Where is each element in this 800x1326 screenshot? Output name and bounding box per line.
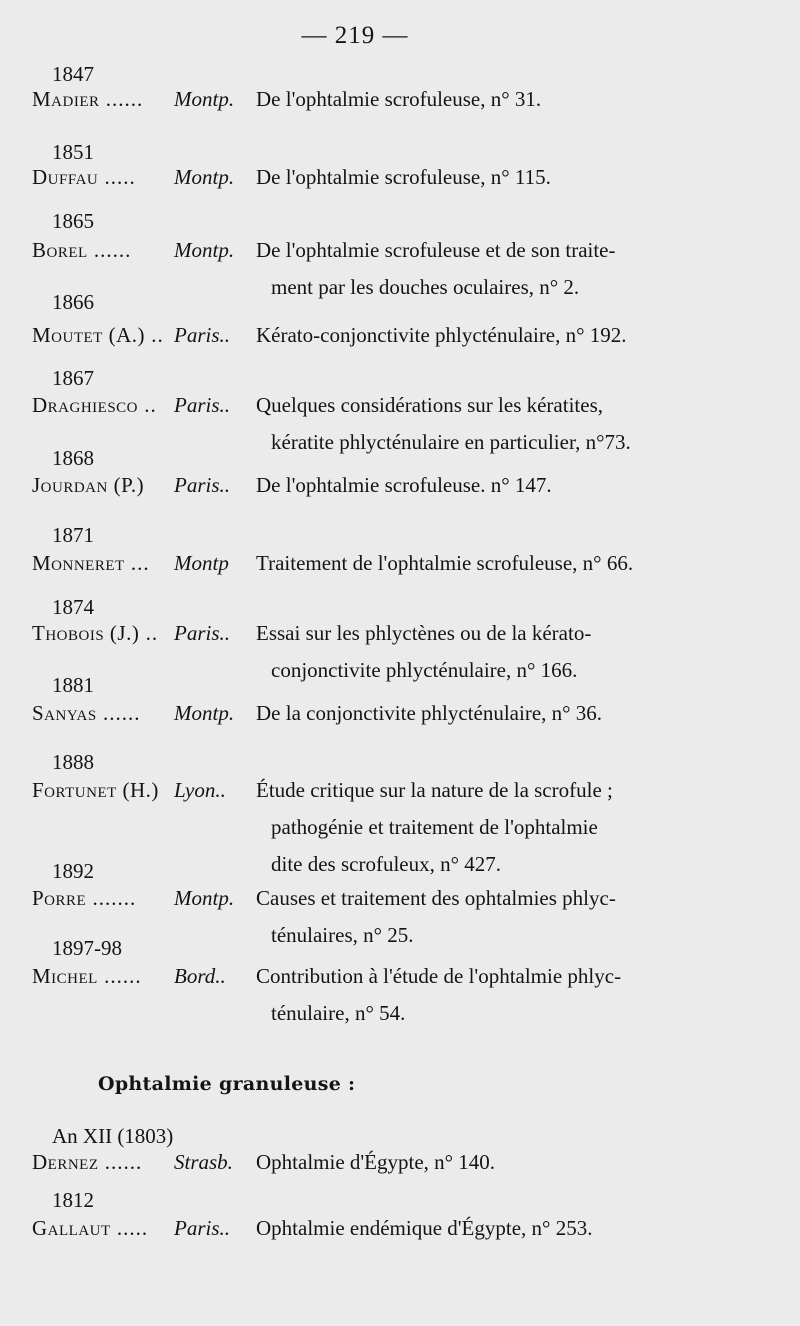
entry-title-line: kératite phlycténulaire en particulier, n°73.: [271, 430, 631, 454]
entry-year: 1892: [52, 859, 94, 883]
entry-place: Montp: [174, 551, 229, 575]
entry-place: Paris..: [174, 393, 231, 417]
entry-year: 1868: [52, 446, 94, 470]
entry-title-line: ténulaire, n° 54.: [271, 1001, 406, 1025]
entry-year: An XII (1803): [52, 1124, 174, 1148]
entry-title: [256, 467, 676, 504]
entry-author: Draghiesco ..: [32, 393, 157, 417]
entry-author: Michel ......: [32, 964, 142, 988]
entry-author: Porre .......: [32, 886, 137, 910]
entry-year: 1847: [52, 62, 94, 86]
entry-year: 1874: [52, 595, 94, 619]
entry-year: 1881: [52, 673, 94, 697]
entry-title-line: Ophtalmie endémique d'Égypte, n° 253.: [256, 1216, 593, 1240]
entry-title-line: ment par les douches oculaires, n° 2.: [271, 275, 580, 299]
entry-title-line: Étude critique sur la nature de la scrofule ;: [256, 778, 613, 802]
page-number: — 219 —: [301, 22, 409, 49]
entry-place: Montp.: [174, 886, 235, 910]
entry-title: [256, 159, 676, 196]
entry-author: Sanyas ......: [32, 701, 141, 725]
entry-author: Madier ......: [32, 87, 144, 111]
entry-author: Jourdan (P.): [32, 473, 145, 497]
entry-title: [256, 772, 676, 883]
entry-author: Duffau .....: [32, 165, 136, 189]
entry-title-line: Contribution à l'étude de l'ophtalmie phlyc-: [256, 964, 622, 988]
entry-place: Paris..: [174, 473, 231, 497]
entry-title: [256, 958, 676, 1032]
entry-year: 1888: [52, 750, 94, 774]
entry-title-line: De l'ophtalmie scrofuleuse. n° 147.: [256, 473, 552, 497]
entry-title-line: Quelques considérations sur les kératites,: [256, 393, 603, 417]
entry-title-line: Essai sur les phlyctènes ou de la kérato-: [256, 621, 592, 645]
entry-author: Thobois (J.) ..: [32, 621, 159, 645]
entry-place: Strasb.: [174, 1150, 233, 1174]
entry-year: 1865: [52, 209, 94, 233]
entry-title-line: De l'ophtalmie scrofuleuse, n° 115.: [256, 165, 551, 189]
entry-title: [256, 232, 676, 306]
entry-title-line: pathogénie et traitement de l'ophtalmie: [271, 815, 598, 839]
entry-title: [256, 81, 676, 118]
entry-title: [256, 317, 676, 354]
entry-title-line: Causes et traitement des ophtalmies phlyc-: [256, 886, 616, 910]
entry-title: [256, 880, 676, 954]
entry-place: Paris..: [174, 621, 231, 645]
entry-place: Paris..: [174, 1216, 231, 1240]
entry-title: [256, 615, 676, 689]
entry-year: 1851: [52, 140, 94, 164]
entry-year: 1866: [52, 290, 94, 314]
entry-title: [256, 1144, 676, 1181]
entry-place: Montp.: [174, 238, 235, 262]
entry-author: Dernez ......: [32, 1150, 143, 1174]
entry-place: Montp.: [174, 165, 235, 189]
section-heading: Ophtalmie granuleuse :: [98, 1073, 356, 1095]
entry-year: 1871: [52, 523, 94, 547]
entry-place: Montp.: [174, 87, 235, 111]
entry-title-line: Kérato-conjonctivite phlycténulaire, n° 192.: [256, 323, 627, 347]
entry-title-line: Ophtalmie d'Égypte, n° 140.: [256, 1150, 496, 1174]
entry-place: Bord..: [174, 964, 226, 988]
entry-author: Borel ......: [32, 238, 132, 262]
entry-year: 1897-98: [52, 936, 122, 960]
entry-author: Fortunet (H.): [32, 778, 159, 802]
entry-year: 1812: [52, 1188, 94, 1212]
entry-title: [256, 695, 676, 732]
entry-year: 1867: [52, 366, 94, 390]
entry-title-line: De la conjonctivite phlycténulaire, n° 36.: [256, 701, 603, 725]
entry-author: Gallaut .....: [32, 1216, 149, 1240]
entry-place: Paris..: [174, 323, 231, 347]
entry-title-line: De l'ophtalmie scrofuleuse, n° 31.: [256, 87, 542, 111]
entry-title-line: ténulaires, n° 25.: [271, 923, 414, 947]
entry-place: Montp.: [174, 701, 235, 725]
entry-title: [256, 1210, 676, 1247]
entry-author: Monneret ...: [32, 551, 150, 575]
entry-place: Lyon..: [174, 778, 226, 802]
entry-title: [256, 545, 676, 582]
entry-title-line: conjonctivite phlycténulaire, n° 166.: [271, 658, 578, 682]
entry-title-line: Traitement de l'ophtalmie scrofuleuse, n° 66.: [256, 551, 634, 575]
entry-title: [256, 387, 676, 461]
entry-author: Moutet (A.) ..: [32, 323, 164, 347]
entry-title-line: De l'ophtalmie scrofuleuse et de son traite-: [256, 238, 616, 262]
entry-title-line: dite des scrofuleux, n° 427.: [271, 852, 502, 876]
